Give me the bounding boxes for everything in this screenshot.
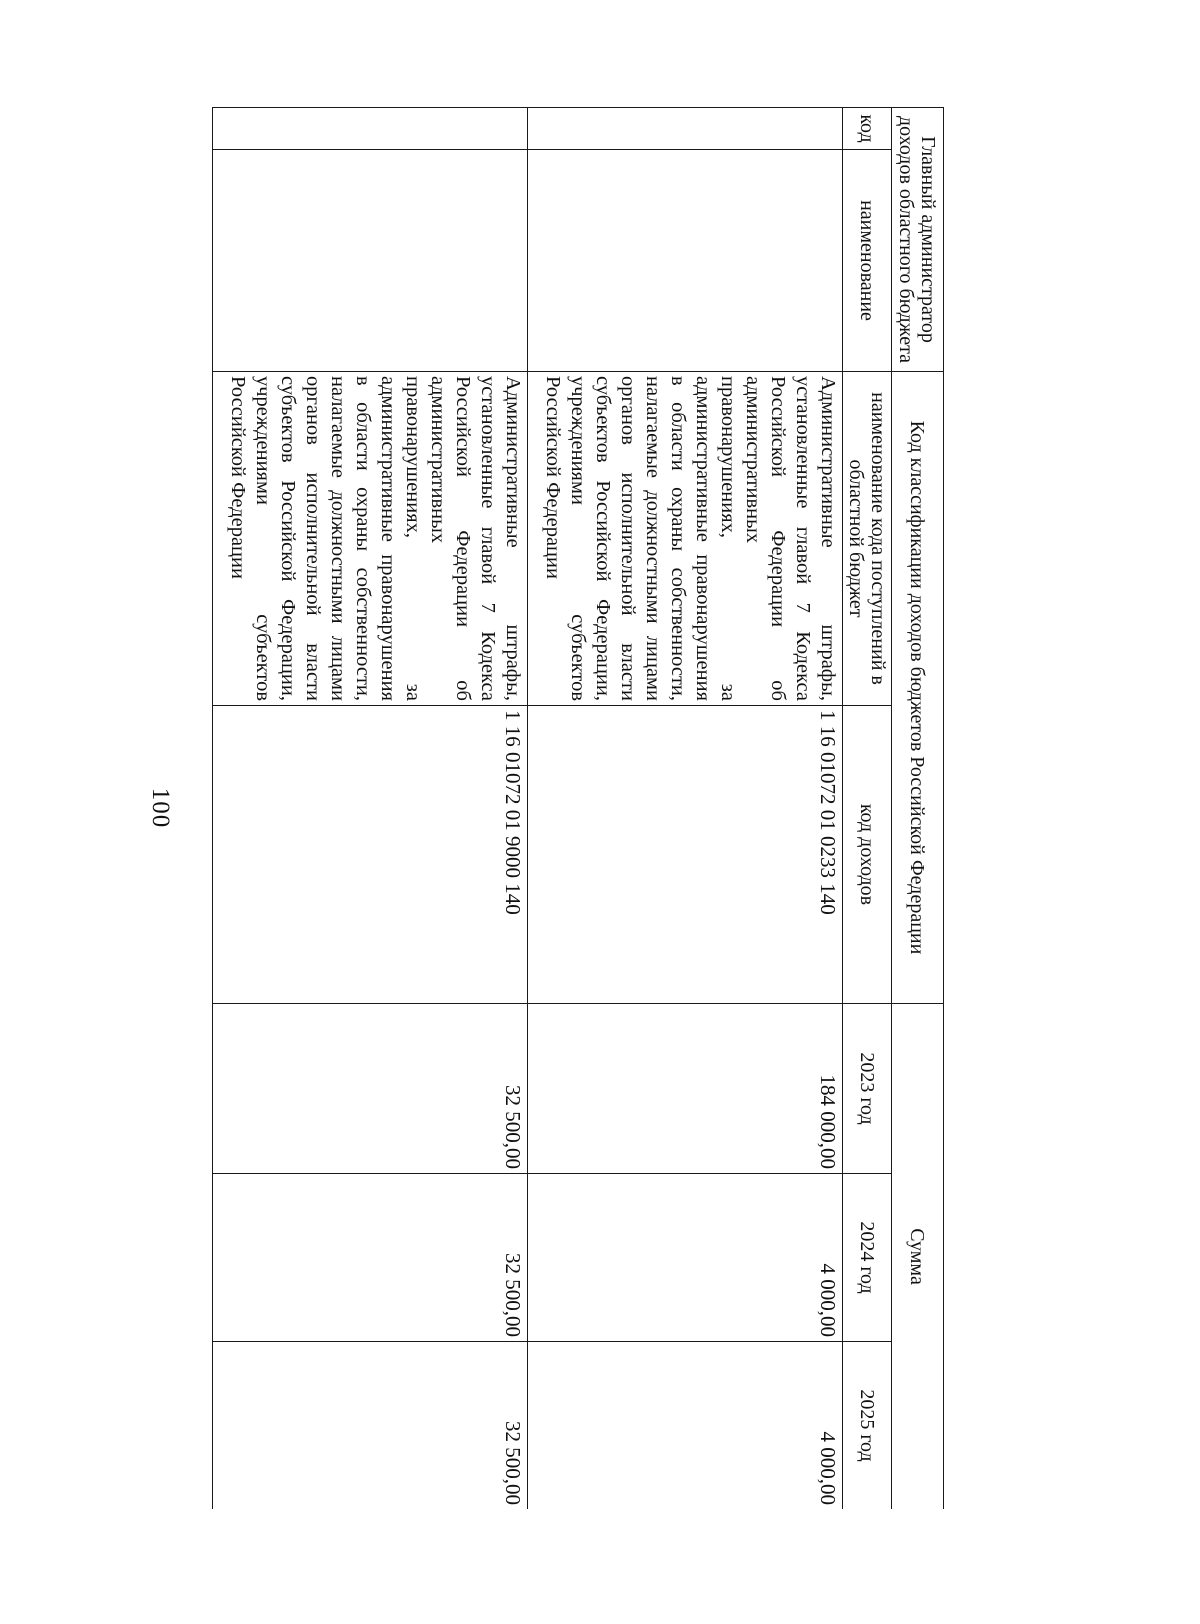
rotated-table-frame: [212, 107, 944, 1509]
row-description: Административные штрафы, установленные главой 7 Кодекса Российской Федерации об административных правонарушениях, за административные правонарушения в области охраны собственности, налагаемые должностными лицами органов исполнительной власти субъектов Российской Федерации, учреждениями субъектов Российской Федерации: [213, 372, 528, 706]
row-sum-2024: 32 500,00: [213, 1174, 528, 1342]
header-revenue-name: наименование кода поступлений в областной бюджет: [843, 372, 892, 706]
header-revenue-code: код доходов: [843, 706, 892, 1004]
row-sum-2023: 32 500,00: [213, 1004, 528, 1174]
row-admin-code: [528, 108, 843, 150]
row-sum-2024: 4 000,00: [528, 1174, 843, 1342]
header-year-2024: 2024 год: [843, 1174, 892, 1342]
row-revenue-code: 1 16 01072 01 0233 140: [528, 706, 843, 1004]
table-row: [528, 108, 843, 1510]
header-year-2023: 2023 год: [843, 1004, 892, 1174]
header-row-sub: [843, 108, 892, 1510]
table-row: [213, 108, 528, 1510]
page-number: 100: [147, 787, 174, 829]
header-classification-group: Код классификации доходов бюджетов Российской Федерации: [892, 372, 944, 1004]
header-admin-group: Главный администратор доходов областного бюджета: [892, 108, 944, 372]
row-revenue-code: 1 16 01072 01 9000 140: [213, 706, 528, 1004]
revenue-table: [212, 107, 944, 1509]
header-year-2025: 2025 год: [843, 1342, 892, 1510]
row-sum-2025: 4 000,00: [528, 1342, 843, 1510]
row-sum-2025: 32 500,00: [213, 1342, 528, 1510]
header-sum-group: Сумма: [892, 1004, 944, 1510]
row-admin-name: [528, 150, 843, 372]
row-admin-name: [213, 150, 528, 372]
rotated-content: [212, 107, 944, 1509]
header-admin-code: код: [843, 108, 892, 150]
header-row-top: [892, 108, 944, 1510]
header-admin-name: наименование: [843, 150, 892, 372]
row-sum-2023: 184 000,00: [528, 1004, 843, 1174]
row-description: Административные штрафы, установленные главой 7 Кодекса Российской Федерации об административных правонарушениях, за административные правонарушения в области охраны собственности, налагаемые должностными лицами органов исполнительной власти субъектов Российской Федерации, учреждениями субъектов Российской Федерации: [528, 372, 843, 706]
row-admin-code: [213, 108, 528, 150]
